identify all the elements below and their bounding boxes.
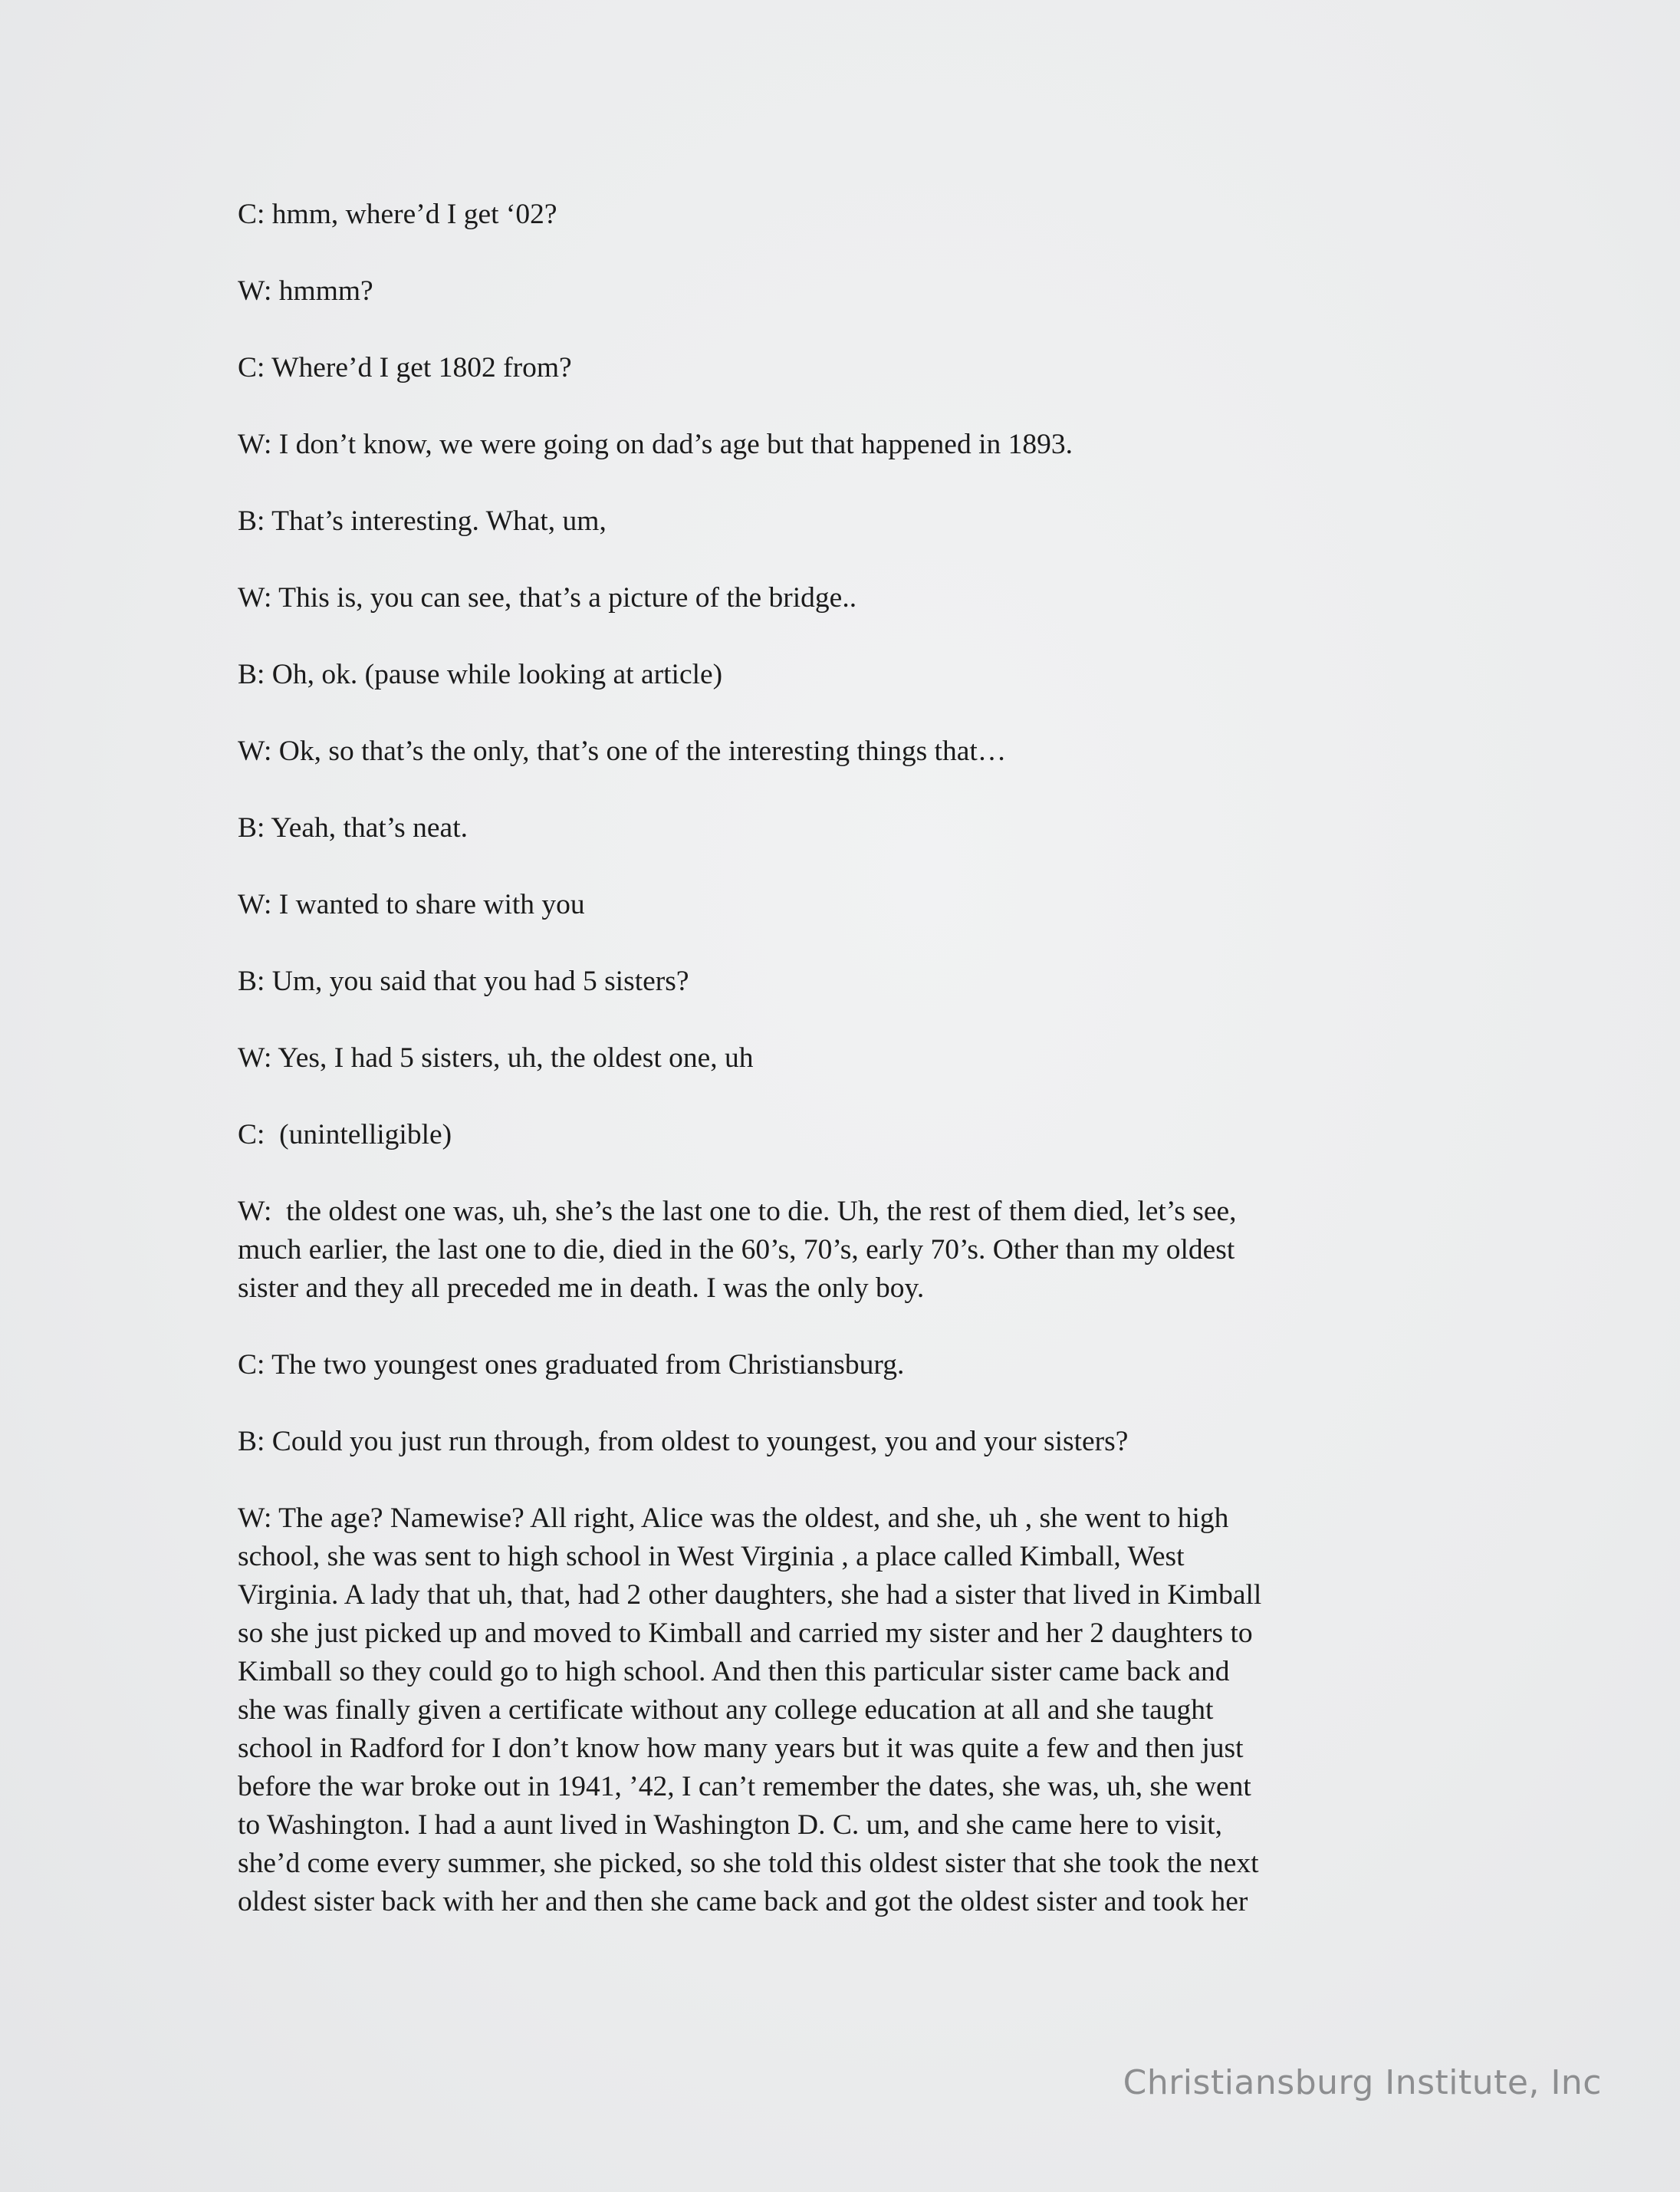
transcript-body [238,196,1449,1960]
transcript-line: B: Oh, ok. (pause while looking at article) [238,659,723,690]
transcript-paragraph [238,349,1449,387]
transcript-paragraph [238,732,1449,771]
transcript-line: Kimball so they could go to high school. And then this particular sister came back and [238,1656,1230,1687]
watermark: Christiansburg Institute, Inc [1123,2063,1602,2102]
transcript-paragraph [238,426,1449,464]
transcript-paragraph [238,656,1449,694]
transcript-paragraph [238,272,1449,311]
transcript-line: W: I don’t know, we were going on dad’s age but that happened in 1893. [238,429,1073,460]
transcript-line: W: This is, you can see, that’s a picture of the bridge.. [238,582,857,614]
transcript-line: Virginia. A lady that uh, that, had 2 other daughters, she had a sister that lived in Kimball [238,1579,1262,1611]
transcript-paragraph [238,809,1449,848]
transcript-line: C: The two youngest ones graduated from Christiansburg. [238,1349,905,1381]
transcript-line: W: the oldest one was, uh, she’s the last one to die. Uh, the rest of them died, let’s see, [238,1196,1237,1227]
transcript-paragraph [238,579,1449,617]
transcript-line: school in Radford for I don’t know how many years but it was quite a few and then just [238,1733,1244,1764]
transcript-line: she’d come every summer, she picked, so she told this oldest sister that she took the next [238,1848,1259,1879]
transcript-line: so she just picked up and moved to Kimball and carried my sister and her 2 daughters to [238,1618,1253,1649]
transcript-line: W: Ok, so that’s the only, that’s one of the interesting things that… [238,736,1007,767]
transcript-line: B: Um, you said that you had 5 sisters? [238,966,689,997]
transcript-paragraph [238,1499,1449,1921]
transcript-line: B: Could you just run through, from oldest to youngest, you and your sisters? [238,1426,1129,1457]
transcript-paragraph [238,1346,1449,1384]
transcript-paragraph [238,886,1449,924]
transcript-paragraph [238,502,1449,541]
transcript-paragraph [238,1039,1449,1078]
transcript-line: much earlier, the last one to die, died in the 60’s, 70’s, early 70’s. Other than my oldest [238,1234,1235,1266]
transcript-line: school, she was sent to high school in West Virginia , a place called Kimball, West [238,1541,1185,1572]
transcript-line: sister and they all preceded me in death. I was the only boy. [238,1272,925,1304]
transcript-paragraph [238,963,1449,1001]
transcript-line: C: Where’d I get 1802 from? [238,352,572,383]
transcript-paragraph [238,196,1449,234]
transcript-line: W: Yes, I had 5 sisters, uh, the oldest one, uh [238,1042,754,1074]
transcript-line: C: hmm, where’d I get ‘02? [238,199,557,230]
transcript-line: W: The age? Namewise? All right, Alice was the oldest, and she, uh , she went to high [238,1502,1229,1534]
transcript-line: before the war broke out in 1941, ’42, I can’t remember the dates, she was, uh, she went [238,1771,1251,1802]
transcript-line: to Washington. I had a aunt lived in Washington D. C. um, and she came here to visit, [238,1809,1223,1841]
transcript-paragraph [238,1116,1449,1154]
transcript-line: C: (unintelligible) [238,1119,452,1150]
transcript-line: oldest sister back with her and then she came back and got the oldest sister and took her [238,1886,1248,1917]
transcript-line: she was finally given a certificate without any college education at all and she taught [238,1694,1214,1726]
transcript-paragraph [238,1193,1449,1308]
transcript-paragraph [238,1423,1449,1461]
transcript-line: W: hmmm? [238,275,373,307]
transcript-line: B: That’s interesting. What, um, [238,505,607,537]
transcript-line: B: Yeah, that’s neat. [238,812,468,844]
transcript-line: W: I wanted to share with you [238,889,585,920]
